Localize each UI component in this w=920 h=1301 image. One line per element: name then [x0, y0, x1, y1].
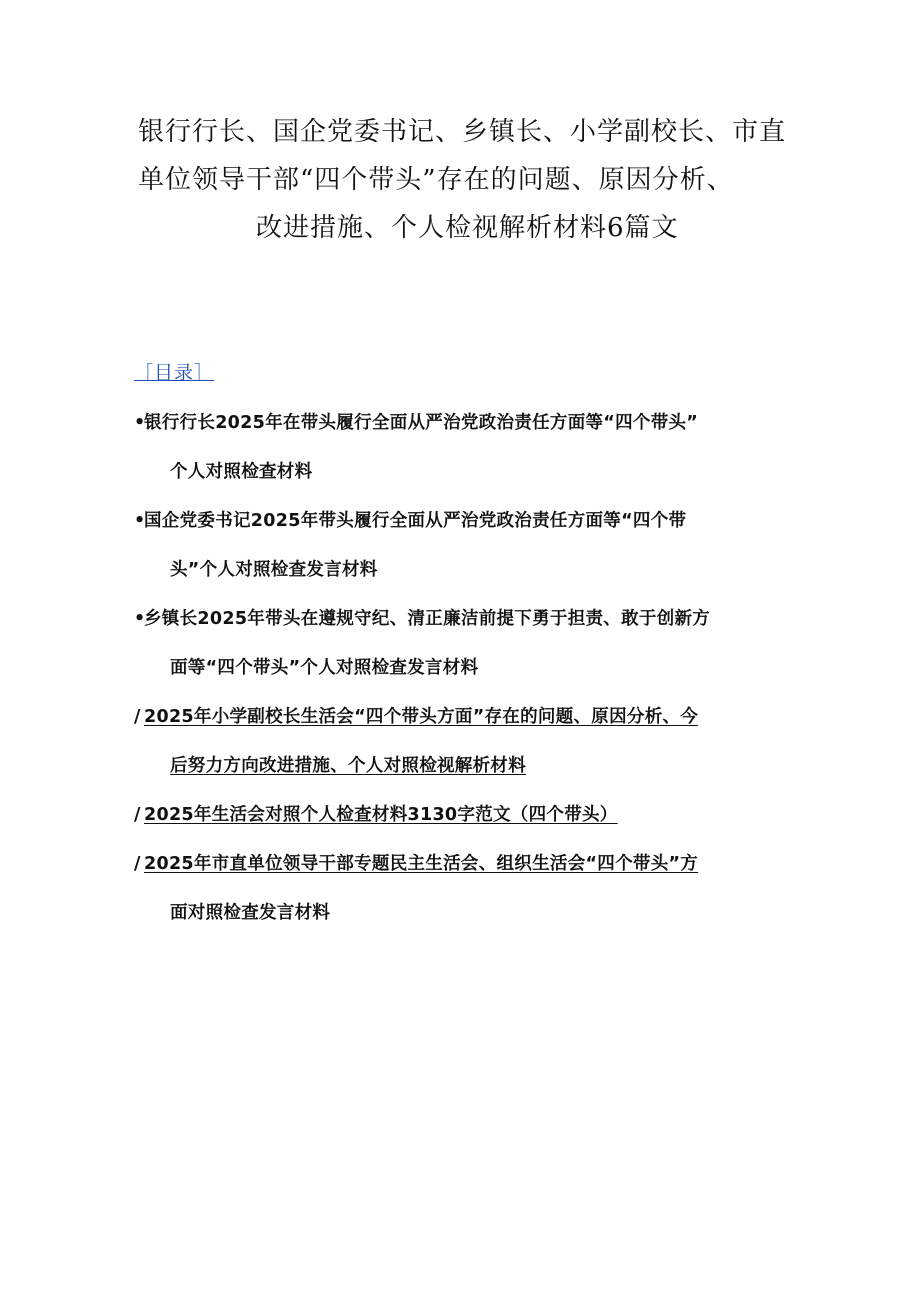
- title-line-3: 改进措施、个人检视解析材料6篇文: [256, 213, 679, 243]
- toc-entry-vice-principal[interactable]: [134, 702, 784, 800]
- toc-entry-line: 头”个人对照检查发言材料: [170, 560, 378, 580]
- title-line-1: 银行行长、国企党委书记、乡镇长、小学副校长、市直: [138, 117, 787, 147]
- slash-marker: /: [134, 805, 141, 825]
- toc-entry-soe-party-secretary[interactable]: [134, 506, 784, 604]
- toc-entry-line[interactable]: 2025年市直单位领导干部专题民主生活会、组织生活会“四个带头”方: [144, 854, 699, 874]
- slash-marker: /: [134, 707, 141, 727]
- toc-entry-line: 银行行长2025年在带头履行全面从严治党政治责任方面等“四个带头”: [144, 413, 699, 433]
- toc-entry-line-plain[interactable]: 面对照检查发言材料: [170, 903, 331, 923]
- toc-entry-line: 面等“四个带头”个人对照检查发言材料: [170, 658, 479, 678]
- toc-entry-personal-check-3130[interactable]: [134, 800, 784, 849]
- bullet-marker: •: [134, 609, 146, 629]
- toc-entry-line[interactable]: 2025年生活会对照个人检查材料3130字范文（四个带头）: [144, 805, 618, 825]
- toc-list: [134, 408, 784, 947]
- toc-entry-bank-president[interactable]: [134, 408, 784, 506]
- title-line-2: 单位领导干部“四个带头”存在的问题、原因分析、: [138, 165, 734, 195]
- toc-entry-line: 国企党委书记2025年带头履行全面从严治党政治责任方面等“四个带: [144, 511, 687, 531]
- toc-entry-line: 个人对照检查材料: [170, 462, 313, 482]
- toc-entry-city-leaders[interactable]: [134, 849, 784, 947]
- toc-entry-township-head[interactable]: [134, 604, 784, 702]
- document-title: [130, 108, 790, 252]
- bullet-marker: •: [134, 511, 146, 531]
- toc-link[interactable]: ［目录］: [134, 362, 215, 384]
- toc-entry-line: 乡镇长2025年带头在遵规守纪、清正廉洁前提下勇于担责、敢于创新方: [144, 609, 711, 629]
- bullet-marker: •: [134, 413, 146, 433]
- toc-entry-line[interactable]: 2025年小学副校长生活会“四个带头方面”存在的问题、原因分析、今: [144, 707, 699, 727]
- toc-entry-line[interactable]: 后努力方向改进措施、个人对照检视解析材料: [170, 756, 526, 776]
- slash-marker: /: [134, 854, 141, 874]
